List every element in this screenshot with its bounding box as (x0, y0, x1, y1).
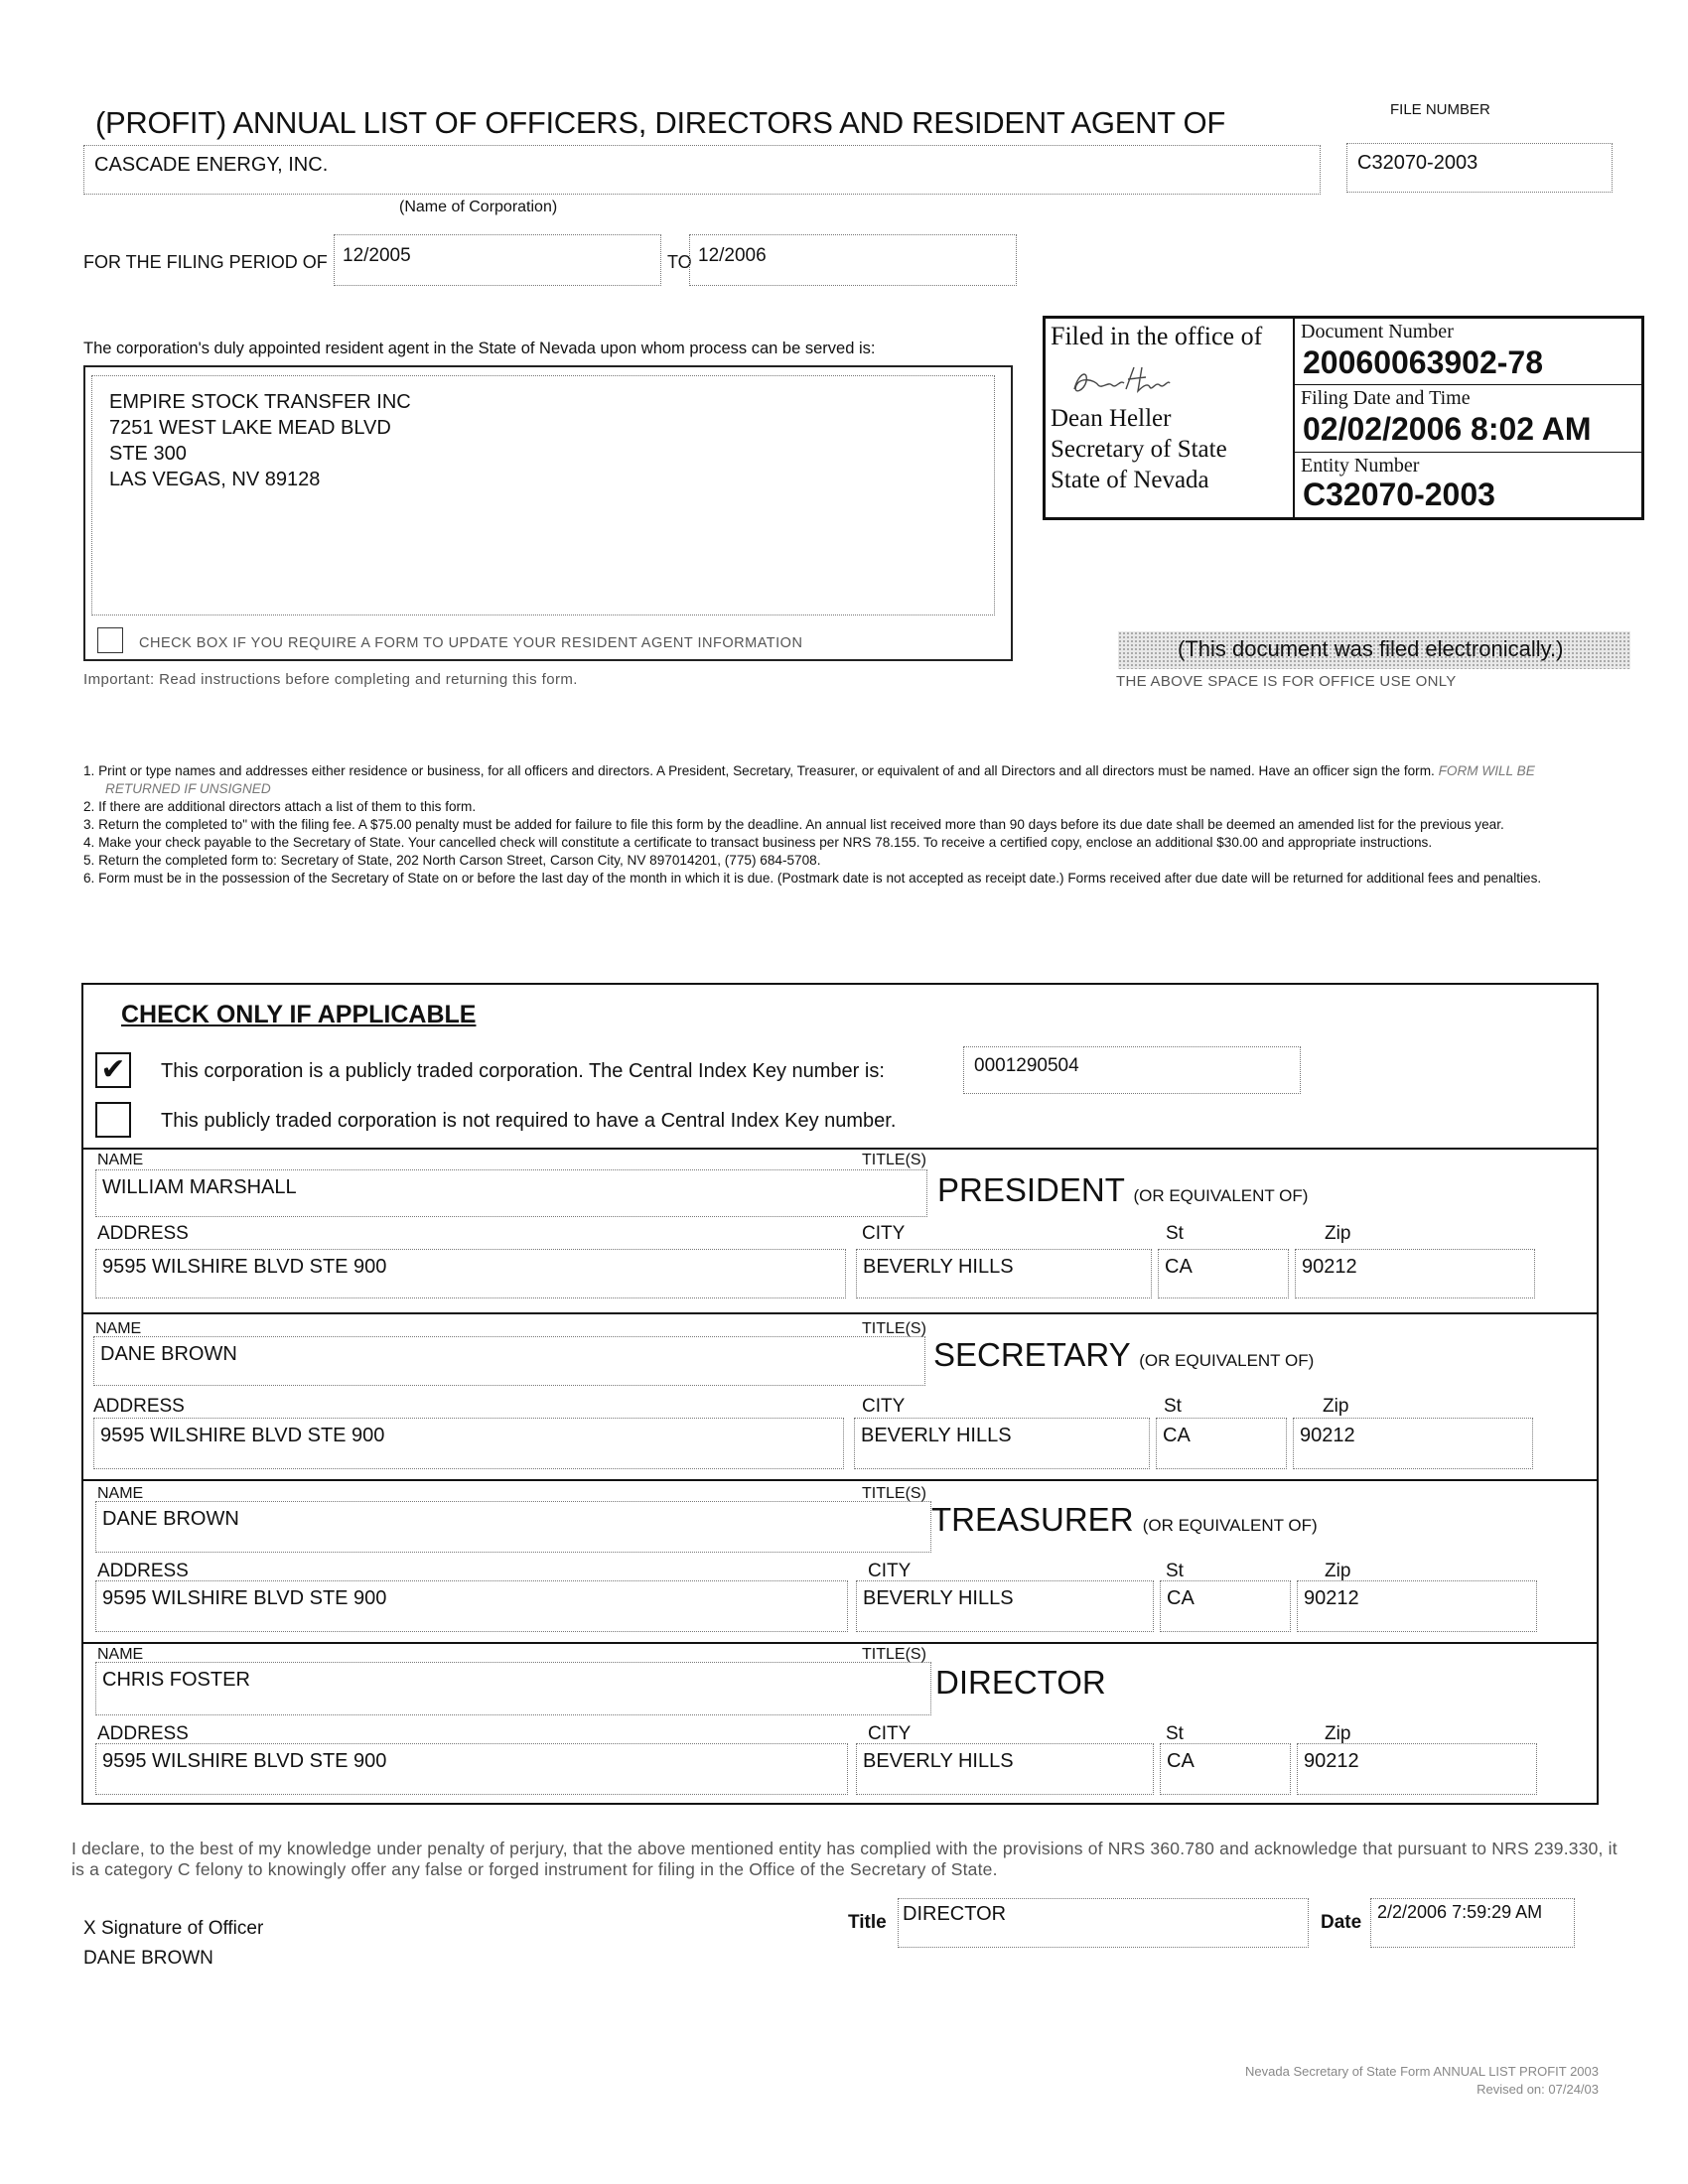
important-note: Important: Read instructions before completing and returning this form. (83, 671, 578, 688)
office-use-note: THE ABOVE SPACE IS FOR OFFICE USE ONLY (1116, 673, 1457, 690)
address-value: 9595 WILSHIRE BLVD STE 900 (100, 1425, 385, 1446)
name-label: NAME (97, 1485, 144, 1502)
role-equivalent: (OR EQUIVALENT OF) (1139, 1351, 1315, 1370)
city-label: CITY (868, 1723, 912, 1744)
corporation-name-value: CASCADE ENERGY, INC. (94, 154, 329, 176)
filing-date-value: 02/02/2006 8:02 AM (1303, 411, 1592, 447)
zip-label: Zip (1325, 1561, 1351, 1581)
state-value: CA (1167, 1750, 1195, 1772)
document-number-label: Document Number (1301, 321, 1454, 342)
no-cik-checkbox[interactable] (95, 1102, 131, 1138)
agent-line: EMPIRE STOCK TRANSFER INC (109, 391, 411, 413)
signer-state: State of Nevada (1051, 467, 1209, 493)
city-label: CITY (868, 1561, 912, 1581)
corporation-name-field[interactable] (83, 145, 1321, 195)
city-value: BEVERLY HILLS (863, 1256, 1014, 1278)
filing-date-label: Filing Date and Time (1301, 387, 1471, 409)
officer-title (933, 1336, 1314, 1374)
address-label: ADDRESS (97, 1723, 189, 1744)
officer-name: DANE BROWN (100, 1343, 237, 1365)
file-number-label: FILE NUMBER (1390, 101, 1490, 118)
check-mark-icon: ✔ (100, 1053, 126, 1086)
city-value: BEVERLY HILLS (861, 1425, 1012, 1446)
document-number-cell (1295, 319, 1641, 385)
instructions-list (83, 762, 1593, 887)
titles-label: TITLE(S) (862, 1485, 926, 1502)
address-field[interactable] (93, 1418, 844, 1469)
officer-name: CHRIS FOSTER (102, 1669, 250, 1691)
titles-label: TITLE(S) (862, 1646, 926, 1663)
address-value: 9595 WILSHIRE BLVD STE 900 (102, 1587, 387, 1609)
instruction-text: 2. If there are additional directors attach a list of them to this form. (83, 799, 477, 814)
state-value: CA (1165, 1256, 1193, 1278)
electronic-filing-banner (1118, 631, 1630, 669)
instruction-item (83, 798, 1593, 816)
name-label: NAME (97, 1152, 144, 1168)
officer-name: WILLIAM MARSHALL (102, 1176, 297, 1198)
update-agent-label: CHECK BOX IF YOU REQUIRE A FORM TO UPDATE YOUR RESIDENT AGENT INFORMATION (139, 635, 803, 651)
city-field[interactable] (854, 1418, 1150, 1469)
zip-field[interactable] (1297, 1580, 1537, 1632)
address-field[interactable] (95, 1743, 848, 1795)
file-number-field[interactable] (1346, 143, 1613, 193)
instruction-item (83, 762, 1593, 798)
zip-value: 90212 (1304, 1587, 1359, 1609)
signature-date-value: 2/2/2006 7:59:29 AM (1377, 1902, 1543, 1922)
file-number-value: C32070-2003 (1357, 152, 1478, 174)
address-field[interactable] (95, 1249, 846, 1298)
signer-title-label: Title (848, 1912, 887, 1933)
role-text: SECRETARY (933, 1336, 1131, 1373)
address-field[interactable] (95, 1580, 848, 1632)
electronic-filing-text: (This document was filed electronically.) (1178, 636, 1564, 661)
zip-field[interactable] (1293, 1418, 1533, 1469)
officer-title (935, 1664, 1106, 1702)
officer-title (937, 1171, 1308, 1209)
city-label: CITY (862, 1223, 906, 1244)
titles-label: TITLE(S) (862, 1152, 926, 1168)
agent-intro: The corporation's duly appointed resident agent in the State of Nevada upon whom process can be served is: (83, 340, 876, 357)
role-text: TREASURER (931, 1501, 1134, 1538)
titles-label: TITLE(S) (862, 1320, 926, 1337)
resident-agent-address (109, 389, 411, 492)
signature-date-field[interactable] (1370, 1898, 1575, 1948)
zip-field[interactable] (1295, 1249, 1535, 1298)
city-label: CITY (862, 1396, 906, 1417)
officer-director (81, 1642, 1599, 1805)
publicly-traded-label: This corporation is a publicly traded corporation. The Central Index Key number is: (161, 1060, 885, 1082)
role-text: DIRECTOR (935, 1664, 1106, 1701)
city-field[interactable] (856, 1249, 1152, 1298)
instruction-text: 6. Form must be in the possession of the Secretary of State on or before the last day of the month in which it is due. (Postmark date is not accepted as receipt date.) Forms received after due date will be returned for additional fees and penalties. (83, 871, 1542, 886)
state-label: St (1164, 1396, 1182, 1417)
entity-number-cell (1295, 453, 1641, 517)
document-number-value: 20060063902-78 (1303, 344, 1544, 380)
update-agent-checkbox[interactable] (97, 627, 123, 653)
zip-label: Zip (1323, 1396, 1349, 1417)
instruction-item (83, 852, 1593, 870)
secretary-signature (1064, 359, 1174, 403)
officer-name-field[interactable] (95, 1662, 931, 1715)
form-title: (PROFIT) ANNUAL LIST OF OFFICERS, DIRECTORS AND RESIDENT AGENT OF (95, 105, 1226, 140)
zip-field[interactable] (1297, 1743, 1537, 1795)
instruction-text: 3. Return the completed to" with the filing fee. A $75.00 penalty must be added for failure to file this form by the deadline. An annual list received more than 90 days before its due date shall be deemed an amended list for the previous year. (83, 817, 1504, 832)
city-field[interactable] (856, 1743, 1154, 1795)
period-to-label: TO (667, 252, 692, 272)
period-to-field[interactable] (689, 234, 1017, 286)
publicly-traded-checkbox[interactable] (95, 1052, 131, 1088)
city-value: BEVERLY HILLS (863, 1587, 1014, 1609)
corporation-caption: (Name of Corporation) (399, 199, 558, 215)
city-value: BEVERLY HILLS (863, 1750, 1014, 1772)
state-value: CA (1167, 1587, 1195, 1609)
zip-label: Zip (1325, 1723, 1351, 1744)
instruction-text: 1. Print or type names and addresses either residence or business, for all officers and directors. A President, Secretary, Treasurer, or equivalent of and all Directors and all directors must be named. Have an officer sign the form. (83, 763, 1435, 778)
stamp-filed-block (1047, 320, 1293, 516)
address-label: ADDRESS (97, 1223, 189, 1244)
state-field[interactable] (1160, 1743, 1291, 1795)
instruction-text: 5. Return the completed form to: Secretary of State, 202 North Carson Street, Carson City, NV 897014201, (775) 684-5708. (83, 853, 821, 868)
signature-name: DANE BROWN (83, 1948, 213, 1969)
period-to-value: 12/2006 (698, 245, 767, 266)
role-equivalent: (OR EQUIVALENT OF) (1133, 1186, 1309, 1205)
agent-line: STE 300 (109, 443, 187, 465)
role-text: PRESIDENT (937, 1171, 1125, 1208)
cik-field[interactable] (963, 1046, 1301, 1094)
instruction-item (83, 816, 1593, 834)
officer-name-field[interactable] (93, 1336, 925, 1386)
instruction-warning: FORM WILL BE RETURNED IF UNSIGNED (105, 763, 1535, 796)
applicable-title: CHECK ONLY IF APPLICABLE (121, 1001, 477, 1028)
cik-value: 0001290504 (974, 1055, 1079, 1076)
entity-number-value: C32070-2003 (1303, 477, 1495, 512)
officer-treasurer (81, 1479, 1599, 1644)
zip-value: 90212 (1304, 1750, 1359, 1772)
signature-label: X Signature of Officer (83, 1918, 264, 1939)
declaration-text: I declare, to the best of my knowledge under penalty of perjury, that the above mentioned entity has complied with the provisions of NRS 360.780 and acknowledge that pursuant to NRS 239.330, it is a category C felony to knowingly offer any false or forged instrument for filing in the Office of the Secretary of State. (71, 1839, 1618, 1879)
form-footer (1132, 2063, 1599, 2099)
state-value: CA (1163, 1425, 1191, 1446)
officer-secretary (81, 1312, 1599, 1481)
agent-line: 7251 WEST LAKE MEAD BLVD (109, 417, 391, 439)
signer-title: Secretary of State (1051, 436, 1227, 463)
name-label: NAME (95, 1320, 142, 1337)
state-field[interactable] (1156, 1418, 1287, 1469)
instruction-item (83, 870, 1593, 887)
period-from-field[interactable] (334, 234, 661, 286)
officer-name: DANE BROWN (102, 1508, 239, 1530)
signer-name: Dean Heller (1051, 405, 1172, 432)
zip-label: Zip (1325, 1223, 1351, 1244)
signer-title-value: DIRECTOR (903, 1903, 1007, 1925)
instruction-item (83, 834, 1593, 852)
address-label: ADDRESS (93, 1396, 185, 1417)
officer-name-field[interactable] (95, 1501, 931, 1553)
filing-period-label: FOR THE FILING PERIOD OF (83, 252, 328, 272)
entity-number-label: Entity Number (1301, 455, 1420, 477)
city-field[interactable] (856, 1580, 1154, 1632)
signer-title-field[interactable] (898, 1898, 1309, 1948)
officer-name-field[interactable] (95, 1169, 927, 1217)
state-label: St (1166, 1723, 1184, 1744)
address-value: 9595 WILSHIRE BLVD STE 900 (102, 1750, 387, 1772)
period-from-value: 12/2005 (343, 245, 411, 266)
stamp-filed-text: Filed in the office of (1051, 322, 1263, 350)
state-field[interactable] (1160, 1580, 1291, 1632)
footer-form-id: Nevada Secretary of State Form ANNUAL LIST PROFIT 2003 (1245, 2064, 1599, 2079)
instruction-text: 4. Make your check payable to the Secretary of State. Your cancelled check will constitute a certificate to transact business per NRS 78.155. To receive a certified copy, enclose an additional $30.00 and appropriate instructions. (83, 835, 1433, 850)
footer-revised: Revised on: 07/24/03 (1477, 2082, 1599, 2097)
stamp-signer (1051, 403, 1227, 495)
officer-president (81, 1148, 1599, 1314)
state-label: St (1166, 1561, 1184, 1581)
address-value: 9595 WILSHIRE BLVD STE 900 (102, 1256, 387, 1278)
state-label: St (1166, 1223, 1184, 1244)
no-cik-label: This publicly traded corporation is not required to have a Central Index Key number. (161, 1110, 897, 1132)
state-field[interactable] (1158, 1249, 1289, 1298)
name-label: NAME (97, 1646, 144, 1663)
role-equivalent: (OR EQUIVALENT OF) (1142, 1516, 1318, 1535)
address-label: ADDRESS (97, 1561, 189, 1581)
officer-title (931, 1501, 1318, 1539)
agent-line: LAS VEGAS, NV 89128 (109, 469, 321, 490)
zip-value: 90212 (1302, 1256, 1357, 1278)
filing-date-cell (1295, 385, 1641, 453)
zip-value: 90212 (1300, 1425, 1355, 1446)
signature-date-label: Date (1321, 1912, 1362, 1933)
